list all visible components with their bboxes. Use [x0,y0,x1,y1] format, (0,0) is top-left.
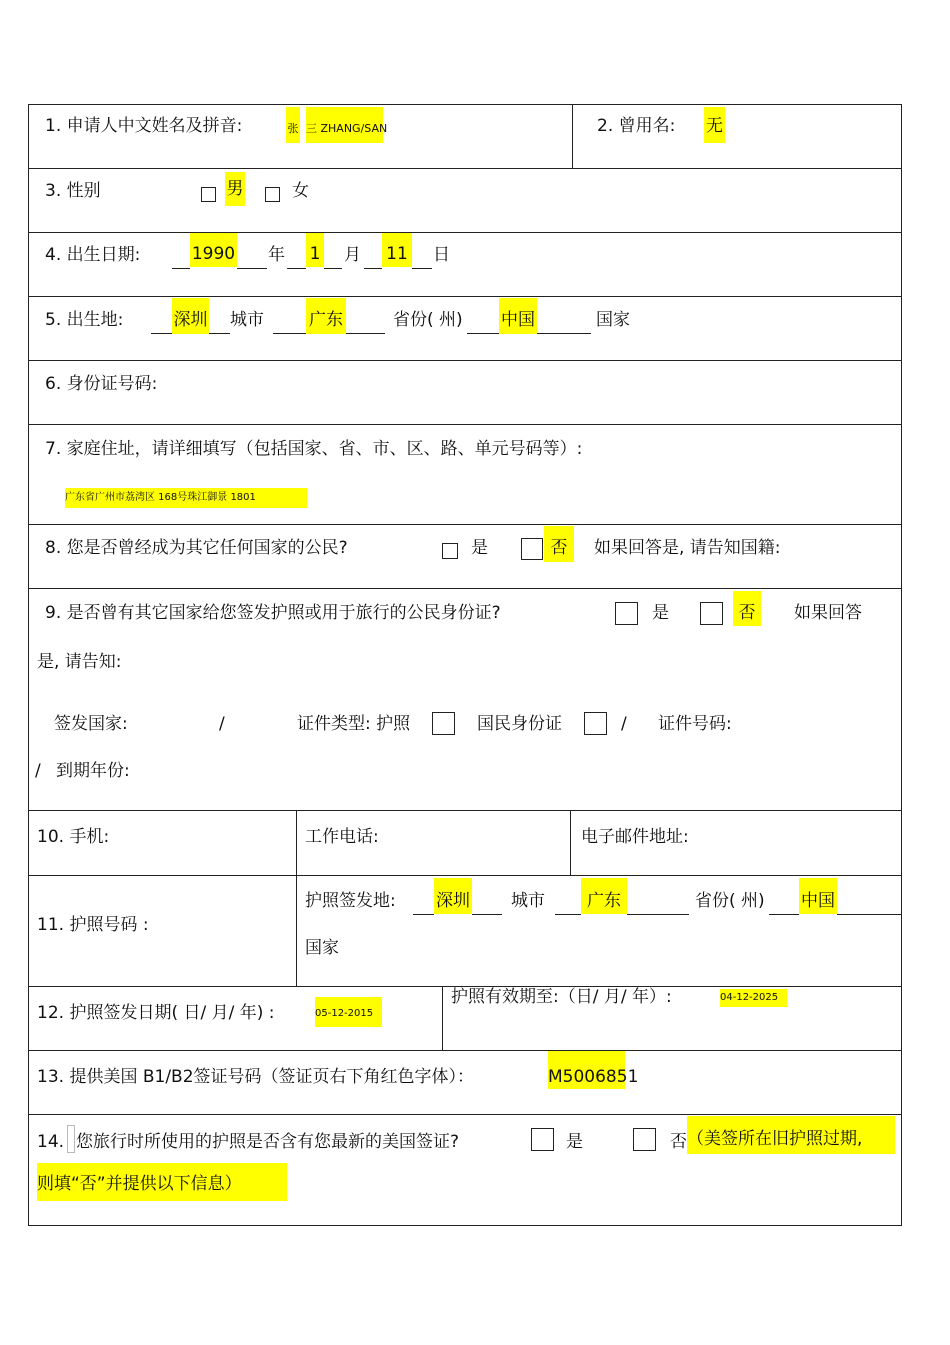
current-visa-question-number: 14. [37,1132,65,1152]
expiry-year-label: 到期年份: [56,761,130,781]
document-type-label: 证件类型: 护照 [297,714,411,734]
birth-date-label: 4. 出生日期: [45,245,141,265]
female-option: 女 [292,181,309,201]
row-divider [29,588,901,589]
citizenship-yes-label: 是 [471,538,488,558]
row-divider [29,168,901,169]
underline [237,242,267,269]
citizenship-no-checkbox[interactable] [521,538,543,560]
id-number-label: 6. 身份证号码: [45,374,158,394]
passport-expiry-label: 护照有效期至:（日/ 月/ 年）: [451,987,672,1007]
birth-country-unit: 国家 [596,310,630,330]
underline [769,888,799,915]
underline [627,888,689,915]
birth-city: 深圳 [172,298,209,334]
home-address-label: 7. 家庭住址，请详细填写（包括国家、省、市、区、路、单元号码等）: [45,439,583,459]
passport-issue-place-label: 护照签发地: [305,891,396,911]
citizenship-yes-checkbox[interactable] [442,543,458,559]
row-divider [29,524,901,525]
birthplace-label: 5. 出生地: [45,310,124,330]
citizenship-followup: 如果回答是, 请告知国籍: [594,538,781,558]
underline [412,242,432,269]
row-divider [29,424,901,425]
slash-separator: / [621,714,627,734]
applicant-surname: 张 [286,107,300,143]
underline [346,307,385,334]
female-checkbox[interactable] [265,187,280,202]
underline [151,307,172,334]
passport-expiry-value: 04-12-2025 [720,989,787,1007]
row-divider [29,232,901,233]
blank-marker [67,1125,75,1153]
row-divider [29,875,901,876]
male-checkbox[interactable] [201,187,216,202]
slash-separator: / [219,714,225,734]
column-divider [296,810,297,986]
issuing-country-label: 签发国家: [54,714,128,734]
row-divider [29,360,901,361]
column-divider [570,810,571,875]
document-number-label: 证件号码: [658,714,732,734]
underline [273,307,306,334]
passport-number-label: 11. 护照号码 : [37,915,149,935]
birth-year: 1990 [190,233,237,267]
underline [172,242,190,269]
applicant-given-name: 三 ZHANG/SAN [306,107,383,143]
email-label: 电子邮件地址: [581,827,689,847]
row-divider [29,1114,901,1115]
underline [472,888,502,915]
underline [537,307,591,334]
other-citizenship-question: 8. 您是否曾经成为其它任何国家的公民? [45,538,348,558]
passport-type-checkbox[interactable] [432,712,455,735]
passport-issue-city-unit: 城市 [511,891,545,911]
mobile-label: 10. 手机: [37,827,110,847]
current-visa-question: 您旅行时所使用的护照是否含有您最新的美国签证? [76,1132,460,1152]
passport-issue-date-value: 05-12-2015 [315,997,382,1027]
former-name-value: 无 [704,107,725,143]
passport-yes-checkbox[interactable] [615,602,638,625]
expired-passport-note-continued: 则填“否”并提供以下信息） [37,1163,287,1201]
national-id-checkbox[interactable] [584,712,607,735]
current-visa-no-checkbox[interactable] [633,1128,656,1151]
birth-day: 11 [382,233,412,267]
passport-issue-province: 广东 [581,878,627,914]
column-divider [442,986,443,1050]
birth-country: 中国 [499,298,537,334]
passport-no-checkbox[interactable] [700,602,723,625]
underline [364,242,382,269]
row-divider [29,1050,901,1051]
underline [413,888,434,915]
expired-passport-note: （美签所在旧护照过期, [687,1116,895,1154]
current-visa-yes-checkbox[interactable] [531,1128,554,1151]
former-name-label: 2. 曾用名: [597,116,676,136]
passport-followup: 如果回答 [794,603,862,623]
other-passport-question: 9. 是否曾有其它国家给您签发护照或用于旅行的公民身份证? [45,603,501,623]
home-address-value: 广东省广州市荔湾区 168号珠江御景 1801 [65,488,307,508]
row-divider [29,810,901,811]
passport-followup-continued: 是, 请告知: [37,652,122,672]
visa-application-form [28,104,902,1226]
passport-issue-city: 深圳 [434,878,472,914]
current-visa-no-label: 否 [670,1132,687,1152]
underline [837,888,901,915]
underline [209,307,230,334]
work-phone-label: 工作电话: [305,827,379,847]
applicant-name-label: 1. 申请人中文姓名及拼音: [45,116,243,136]
male-option: 男 [225,172,245,206]
citizenship-no-label: 否 [544,526,574,562]
slash-separator: / [35,761,41,781]
passport-yes-label: 是 [652,603,669,623]
birth-province: 广东 [306,298,346,334]
underline [555,888,581,915]
passport-issue-country-unit: 国家 [305,938,339,958]
birth-month-unit: 月 [344,245,361,265]
current-visa-yes-label: 是 [566,1132,583,1152]
us-visa-number-label: 13. 提供美国 B1/B2签证号码（签证页右下角红色字体）： [37,1067,475,1087]
passport-issue-country: 中国 [799,878,837,914]
row-divider [29,296,901,297]
underline [467,307,499,334]
birth-month: 1 [306,233,324,267]
passport-issue-province-unit: 省份( 州) [695,891,765,911]
column-divider [572,105,573,168]
birth-day-unit: 日 [433,245,450,265]
passport-no-label: 否 [733,591,761,626]
underline [287,242,306,269]
gender-label: 3. 性别 [45,181,101,201]
birth-year-unit: 年 [268,245,285,265]
birth-province-unit: 省份( 州) [393,310,463,330]
underline [324,242,342,269]
passport-issue-date-label: 12. 护照签发日期( 日/ 月/ 年) : [37,1003,275,1023]
birth-city-unit: 城市 [230,310,264,330]
national-id-label: 国民身份证 [477,714,562,734]
us-visa-number-value: M5006851 [548,1051,625,1089]
